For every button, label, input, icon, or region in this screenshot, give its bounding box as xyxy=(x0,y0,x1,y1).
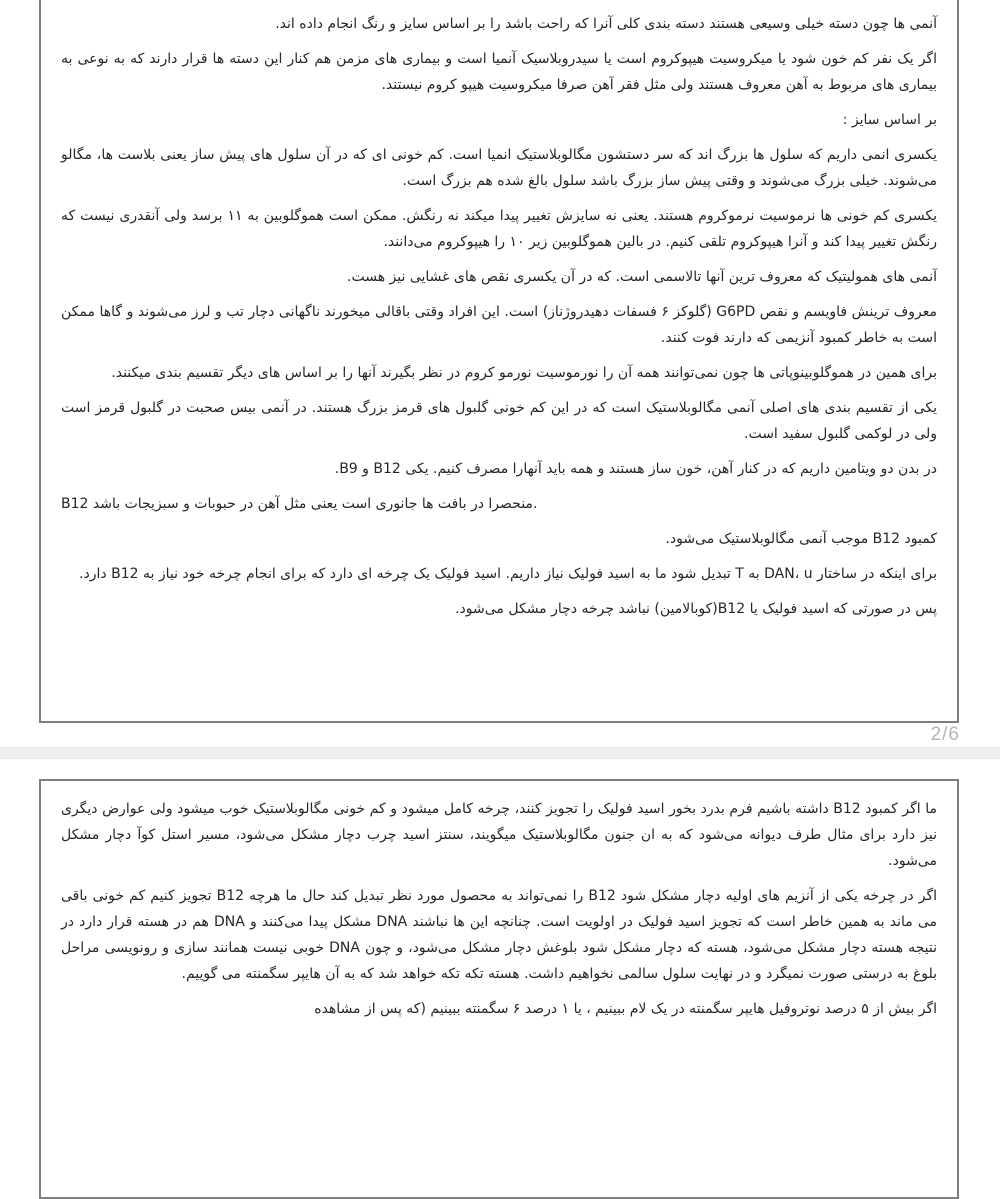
paragraph: اگر در چرخه یکی از آنزیم های اولیه دچار مشکل شود B12 را نمی‌تواند به محصول مورد نظر تبدیل کند حال ما هرچه B12 تجویز کنیم کم خونی باقی می ماند به همین خاطر است که تجویز اسید فولیک در اولویت است. چنانچه این ها نباشند DNA مشکل پیدا می‌کنند و DNA هم در هسته قرار دارد در نتیجه هسته دچار مشکل می‌شود، هسته که دچار مشکل شود بلوغش دچار مشکل می‌شود، و چون DNA خوبی نیست همانند سازی و رونویسی مراحل بلوغ به درستی صورت نمیگرد و در نهایت سلول سالمی نخواهیم داشت. هسته تکه تکه خواهد شد که به آن هایپر سگمنته می گوییم. xyxy=(61,888,937,982)
document-page-1 xyxy=(39,0,959,723)
paragraph: پس در صورتی که اسید فولیک یا B12(کوبالامین) نباشد چرخه دچار مشکل می‌شود. xyxy=(455,601,937,617)
paragraph: اگر یک نفر کم خون شود یا میکروسیت هیپوکروم است یا سیدروبلاسیک آنمیا است و بیماری های مزمن هم کنار این دسته ها قرار دارند که به نوعی به بیماری های مربوط به آهن معروف هستند ولی مثل فقر آهن صرفا میکروسیت هیپو کروم نیستند. xyxy=(61,51,937,93)
paragraph: ما اگر کمبود B12 داشته باشیم فرم بدرد بخور اسید فولیک را تجویز کنند، چرخه کامل میشود و کم خونی مگالوبلاستیک خوب میشود ولی عوارض دیگری نیز دارد برای مثال طرف دیوانه می‌شود که به ان جنون مگالوبلاستیک میگویند، سنتز اسید چرب دچار مشکل می‌شود، مسیر استل کوآ دچار مشکل می‌شود. xyxy=(61,801,937,869)
paragraph: آنمی های همولیتیک که معروف ترین آنها تالاسمی است. که در آن یکسری نقص های غشایی نیز هست. xyxy=(347,269,937,285)
paragraph: معروف ترینش فاویسم و نقص G6PD (گلوکز ۶ فسفات دهیدروژناز) است. این افراد وقتی باقالی میخورند ناگهانی دچار تب و لرز می‌شوند و گاها ممکن است به خاطر کمبود آنزیمی که دارند فوت کنند. xyxy=(61,304,937,346)
paragraph: یکسری انمی داریم که سلول ها بزرگ اند که سر دستشون مگالوبلاستیک انمیا است. کم خونی ای که در آن سلول های پیش ساز یعنی بلاست ها، مگالو می‌شوند. خیلی بزرگ می‌شوند و وقتی پیش ساز بزرگ باشد سلول بالغ شده هم بزرگ است. xyxy=(61,147,937,189)
paragraph: برای اینکه در ساختار DAN، u به T تبدیل شود ما به اسید فولیک نیاز داریم. اسید فولیک یک چرخه ای دارد که برای انجام چرخه خود نیاز به B12 دارد. xyxy=(79,566,937,582)
page-number-indicator: 2/6 xyxy=(930,724,960,745)
paragraph: کمبود B12 موجب آنمی مگالوبلاستیک می‌شود. xyxy=(665,531,937,547)
paragraph: بر اساس سایز : xyxy=(842,112,937,128)
paragraph: یکسری کم خونی ها نرموسیت نرموکروم هستند. یعنی نه سایزش تغییر پیدا میکند نه رنگش. ممکن است هموگلوبین به ۱۱ برسد ولی آنقدری نیست که رنگش تغییر پیدا کند و آنرا هیپوکروم تلقی کنیم. در بالین هموگلوبین زیر ۱۰ را هیپوکروم می‌دانند. xyxy=(61,208,937,250)
paragraph: آنمی ها چون دسته خیلی وسیعی هستند دسته بندی کلی آنرا که راحت باشد را بر اساس سایز و رنگ انجام داده اند. xyxy=(275,16,937,32)
paragraph: اگر بیش از ۵ درصد نوتروفیل هایپر سگمنته در یک لام ببینیم ، یا ۱ درصد ۶ سگمنته ببینیم (که پس از مشاهده xyxy=(314,1001,937,1017)
document-page-2 xyxy=(39,779,959,1199)
paragraph: برای همین در هموگلوبینوپاتی ها چون نمی‌توانند همه آن را نورموسیت نورمو کروم در نظر بگیرند آنها را بر اساس های دیگر تقسیم بندی میکنند. xyxy=(111,365,937,381)
paragraph: یکی از تقسیم بندی های اصلی آنمی مگالوبلاستیک است که در این کم خونی گلبول های قرمز بزرگ هستند. در آنمی بیس صحبت در گلبول قرمز است ولی در لوکمی گلبول سفید است. xyxy=(61,400,937,442)
page-divider xyxy=(0,747,1000,759)
paragraph: B12 منحصرا در بافت ها جانوری است یعنی مثل آهن در حبوبات و سبزیجات باشد. xyxy=(61,496,538,512)
paragraph: در بدن دو ویتامین داریم که در کنار آهن، خون ساز هستند و همه باید آنهارا مصرف کنیم. یکی B12 و B9. xyxy=(334,461,937,477)
